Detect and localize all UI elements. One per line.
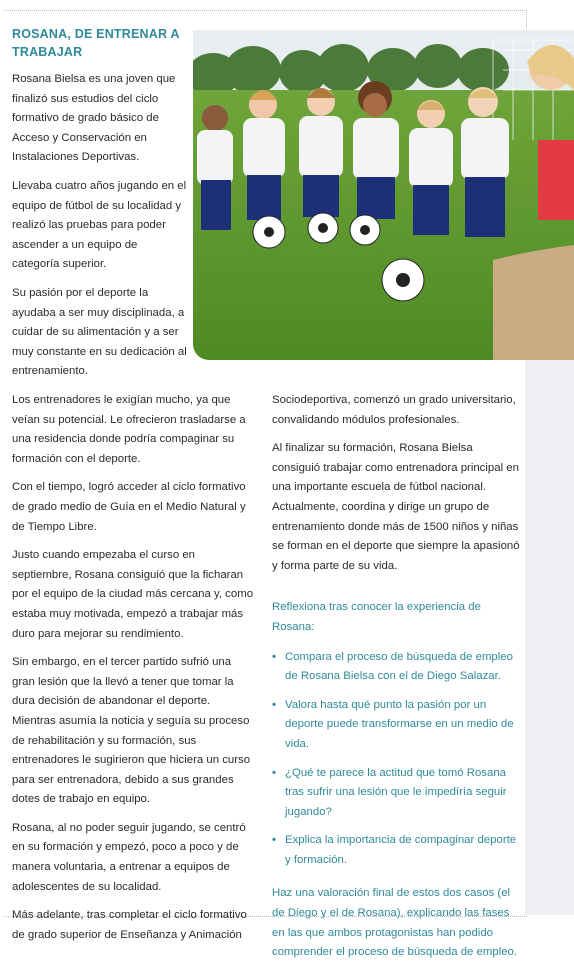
team-photo <box>193 30 574 360</box>
text-column-left <box>12 391 257 954</box>
article-title: ROSANA, DE ENTRENAR A TRABAJAR <box>12 27 180 59</box>
reflection-list <box>272 648 522 871</box>
reflection-closing: Haz una valoración final de estos dos casos (el de Diego y el de Rosana), explicando las fases en las que ambos protagonistas han podido comprender el proceso de búsqueda de empleo. <box>272 887 518 959</box>
paragraph: Rosana Bielsa es una joven que finalizó sus estudios del ciclo formativo de grado básico de Acceso y Conservación en Instalaciones Deportivas. <box>12 73 176 164</box>
list-item: • ¿Qué te parece la actitud que tomó Rosana tras sufrir una lesión que le impedíría seguir jugando? <box>272 764 522 823</box>
text-column-right <box>272 391 522 972</box>
reflection-lead: Reflexiona tras conocer la experiencia de Rosana: <box>272 601 481 633</box>
paragraph: Más adelante, tras completar el ciclo formativo de grado superior de Enseñanza y Animación <box>12 909 247 941</box>
paragraph: Su pasión por el deporte la ayudaba a ser muy disciplinada, a cuidar de su alimentación y a ser muy constante en su dedicación al entrenamiento. <box>12 286 187 378</box>
list-item: • Compara el proceso de búsqueda de empleo de Rosana Bielsa con el de Diego Salazar. <box>272 648 522 687</box>
list-item: • Explica la importancia de compaginar deporte y formación. <box>272 831 522 870</box>
paragraph: Rosana, al no poder seguir jugando, se centró en su formación y empezó, poco a poco y de manera voluntaria, a entrenar a equipos de adolescentes de su localidad. <box>12 821 246 893</box>
paragraph: Sociodeportiva, comenzó un grado universitario, convalidando módulos profesionales. <box>272 394 516 426</box>
paragraph: Al finalizar su formación, Rosana Bielsa consiguió trabajar como entrenadora principal en una importante escuela de fútbol nacional. Actualmente, coordina y dirige un grupo de entrenamiento donde más de 1500 niños y niñas se forman en el deporte que siempre la apasionó y forma parte de su vida. <box>272 442 520 572</box>
paragraph: Sin embargo, en el tercer partido sufrió una gran lesión que la llevó a tener que tomar la dura decisión de abandonar el deporte. Mientras asumía la noticia y seguía su proceso de rehabilitación y su formación, sus entrenadores le sugirieron que hiciera un curso para ser entrenadora, debido a sus grandes dotes de trabajo en equipo. <box>12 656 251 806</box>
text-column-top <box>12 70 187 391</box>
paragraph: Justo cuando empezaba el curso en septiembre, Rosana consiguió que la ficharan por el equipo de la ciudad más cercana y, como estaba muy motivada, empezó a trabajar más duro para mejorar su rendimiento. <box>12 549 254 640</box>
reflection-box <box>272 598 522 963</box>
paragraph: Llevaba cuatro años jugando en el equipo de fútbol de su localidad y realizó las pruebas para poder ascender a un equipo de categoría superior. <box>12 179 187 271</box>
list-item: • Valora hasta qué punto la pasión por un deporte puede transformarse en un medio de vida. <box>272 696 522 755</box>
paragraph: Los entrenadores le exigían mucho, ya que veían su potencial. Le ofrecieron trasladarse a una residencia donde podría compaginar su formación con el deporte. <box>12 394 246 465</box>
paragraph: Con el tiempo, logró acceder al ciclo formativo de grado medio de Guía en el Medio Natural y de Tiempo Libre. <box>12 481 246 533</box>
side-band <box>525 360 574 915</box>
